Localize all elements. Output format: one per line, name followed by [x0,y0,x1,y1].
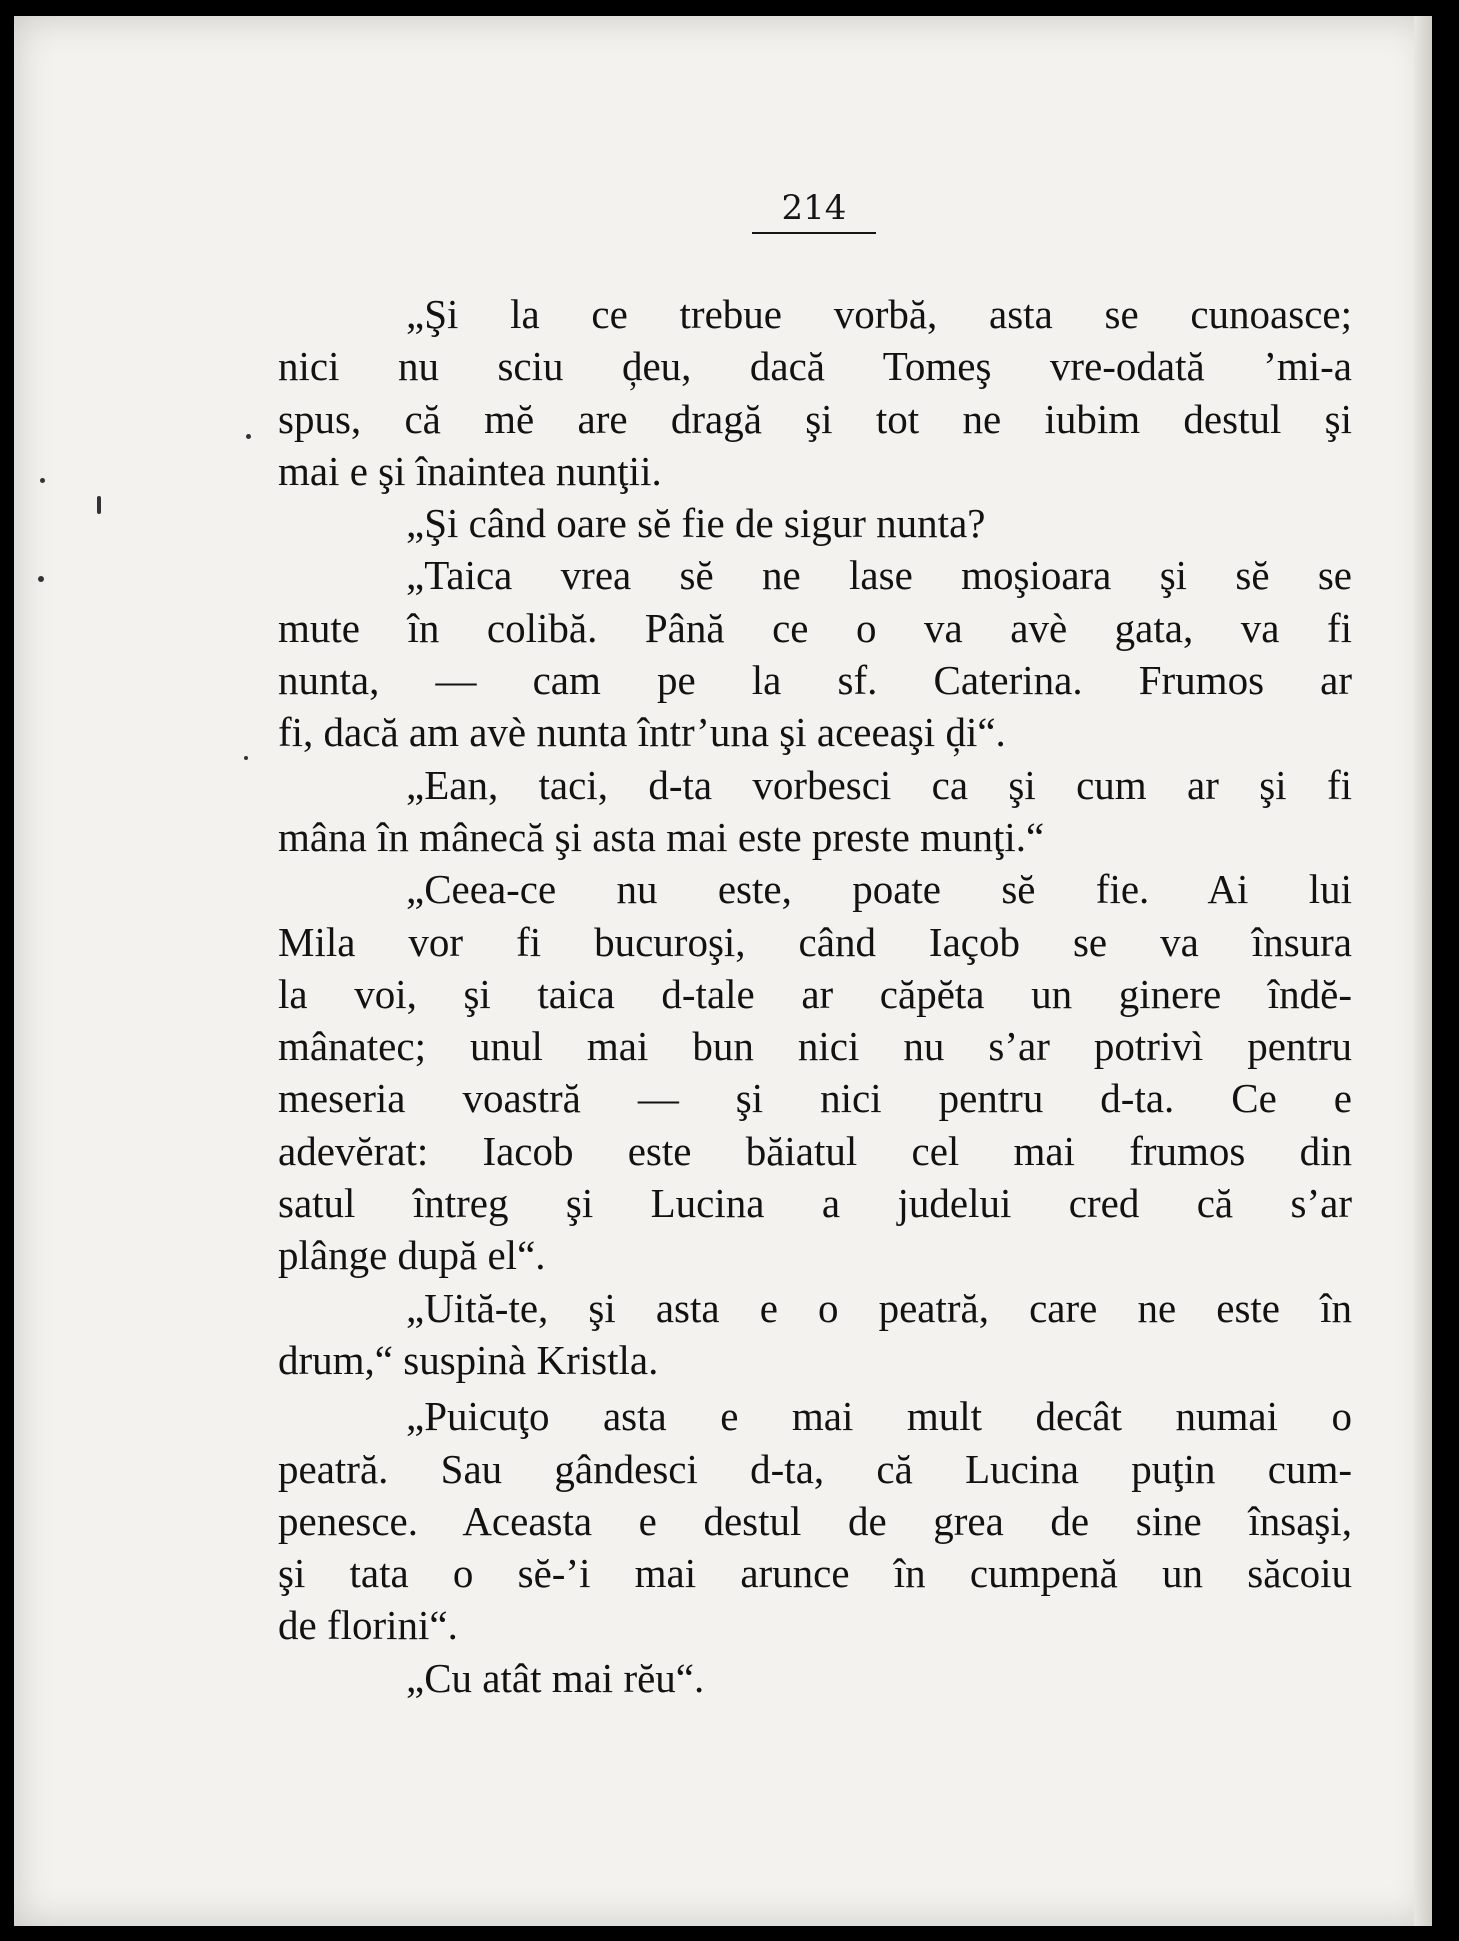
paper-edge-shadow [1414,16,1432,1926]
paragraph [278,288,1352,497]
dust-speck [244,756,248,760]
text-line: „Ean, taci, d-ta vorbesci ca şi cum ar şi fi [406,761,1352,808]
text-line: nici nu sciu ḑeu, dacă Tomeş vre-odată ’mi-a [278,343,1352,390]
text-line: „Ceea-ce nu este, poate sĕ fie. Ai lui [406,866,1352,913]
paragraph [278,759,1352,864]
paragraph [278,1652,1352,1704]
text-line: adevĕrat: Iacob este băiatul cel mai frumos din [278,1127,1352,1174]
text-line: de florini“. [278,1602,458,1649]
text-line: „Cu atât mai rĕu“. [406,1654,705,1701]
paragraph [278,549,1352,758]
text-line: nunta, — cam pe la sf. Caterina. Frumos ar [278,657,1352,704]
text-line: „Puicuţo asta e mai mult decât numai o [406,1393,1352,1440]
paragraph [278,497,1352,549]
text-line: drum,“ suspinà Kristla. [278,1336,659,1383]
text-line: satul întreg şi Lucina a judelui cred că s’ar [278,1180,1352,1227]
text-line: şi tata o sĕ-’i mai arunce în cumpenă un săcoiu [278,1550,1352,1597]
text-line: „Uită-te, şi asta e o peatră, care ne este în [406,1284,1352,1331]
dust-speck [40,478,45,483]
page-number: 214 [781,188,847,228]
body-text [278,288,1352,1704]
page-number-rule [752,232,876,234]
text-line: mute în colibă. Până ce o va avè gata, va fi [278,604,1352,651]
text-line: peatră. Sau gândesci d-ta, că Lucina puţin cum- [278,1445,1352,1492]
text-line: „Şi la ce trebue vorbă, asta se cunoasce; [406,291,1352,337]
text-line: mai e şi înaintea nunţii. [278,447,662,494]
paragraph [278,863,1352,1281]
paragraph [278,1390,1352,1651]
text-line: la voi, şi taica d-tale ar căpĕta un ginere îndĕ- [278,970,1352,1017]
text-line: fi, dacă am avè nunta într’una şi aceeaşi ḑi“. [278,709,1006,756]
dust-speck [38,576,44,582]
dust-speck [97,496,101,514]
text-line: „Şi când oare sĕ fie de sigur nunta? [406,500,986,547]
paragraph [278,1282,1352,1387]
text-line: „Taica vrea sĕ ne lase moşioara şi sĕ se [406,552,1352,599]
text-line: spus, că mĕ are dragă şi tot ne iubim destul şi [278,395,1352,442]
text-line: penesce. Aceasta e destul de grea de sine însaşi, [278,1497,1352,1544]
text-line: Mila vor fi bucuroşi, când Iaçob se va însura [278,918,1352,965]
text-line: mânatec; unul mai bun nici nu s’ar potrivì pentru [278,1023,1352,1070]
text-line: mâna în mânecă şi asta mai este preste munţi.“ [278,813,1045,860]
text-line: plânge după el“. [278,1232,546,1279]
text-line: meseria voastră — şi nici pentru d-ta. Ce e [278,1075,1352,1122]
dust-speck [246,434,251,439]
